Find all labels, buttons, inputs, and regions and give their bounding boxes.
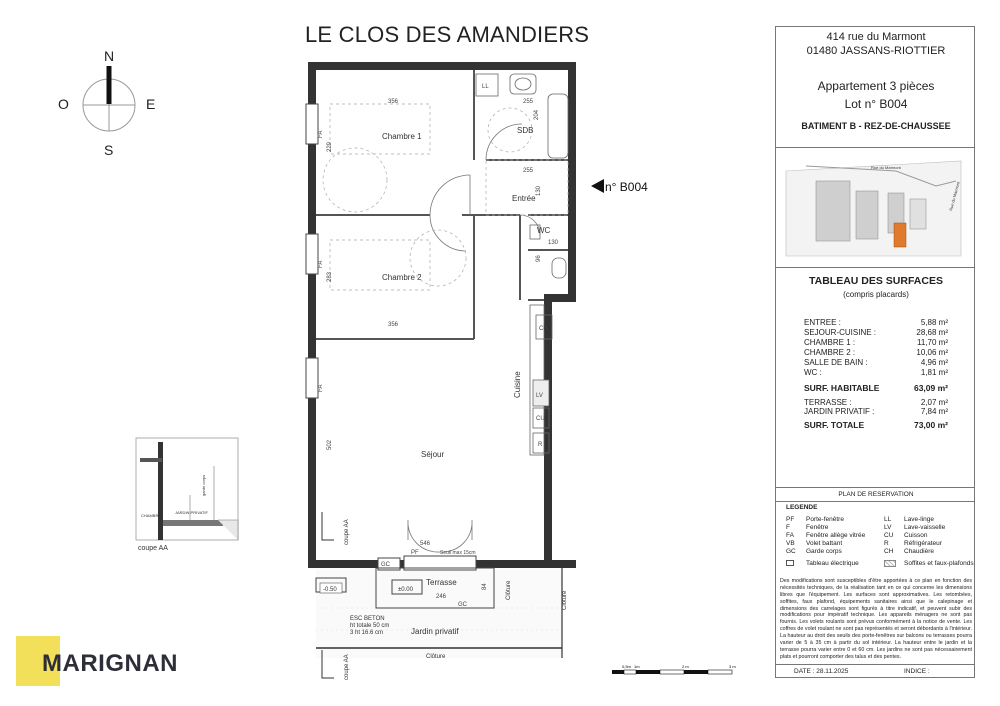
- section-marker: coupe AA: [344, 654, 350, 680]
- legend-code: FA: [786, 532, 794, 539]
- appliance-code: CH: [539, 326, 548, 332]
- appliance-code: LV: [536, 393, 543, 399]
- legend-code: CH: [884, 548, 894, 555]
- surface-row: JARDIN PRIVATIF : 7,84 m²: [804, 407, 948, 416]
- scale-label: 3 m: [729, 664, 736, 669]
- dimension-label: 246: [436, 594, 447, 600]
- compass-west-label: O: [58, 96, 69, 112]
- appliance-code: R: [538, 442, 543, 448]
- room-label-chambre-1: Chambre 1: [382, 132, 422, 141]
- stair-note: ht totale 50 cm: [350, 623, 390, 629]
- railing-code: GC: [381, 562, 390, 568]
- room-label-wc: WC: [537, 226, 551, 235]
- lot-marker-label: n° B004: [605, 180, 648, 194]
- dimension-label: 502: [327, 439, 333, 450]
- room-label-entree: Entrée: [512, 194, 536, 203]
- surfaces-heading: TABLEAU DES SURFACES: [809, 275, 943, 287]
- brand-logo: MARIGNAN: [42, 650, 178, 677]
- surface-total: SURF. TOTALE 73,00 m²: [804, 420, 948, 430]
- surface-row: SALLE DE BAIN : 4,96 m²: [804, 358, 948, 367]
- dimension-label: 204: [534, 109, 540, 120]
- section-label: JARDIN PRIVATIF: [175, 510, 208, 515]
- room-label-terrasse: Terrasse: [426, 578, 457, 587]
- street-label: Rue du Marmont: [948, 181, 961, 212]
- legend-text: Chaudière: [904, 548, 934, 555]
- legend-code: PF: [786, 516, 795, 523]
- surface-row: CHAMBRE 1 : 11,70 m²: [804, 338, 948, 347]
- dimension-label: 130: [536, 185, 542, 196]
- address-line-2: 01480 JASSANS-RIOTTIER: [806, 45, 946, 57]
- stair-note: 3 ht 16.6 cm: [350, 630, 384, 636]
- stair-note: ESC BETON: [350, 616, 385, 622]
- window-marks: [306, 104, 476, 570]
- soffit-hatch-icon: [884, 560, 896, 567]
- plan-date: DATE : 28.11.2025: [794, 668, 849, 675]
- legend-code: R: [884, 540, 889, 547]
- fence-label: Clôture: [562, 590, 568, 610]
- dimension-label: 356: [388, 99, 399, 105]
- sanitary-fixtures: [476, 74, 568, 278]
- appliance-code: CU: [536, 416, 545, 422]
- railing-code: GC: [458, 602, 467, 608]
- legend-code: F: [786, 524, 790, 531]
- dimension-label: 96: [536, 255, 542, 262]
- room-label-jardin: Jardin privatif: [411, 627, 459, 636]
- disclaimer-notes: Des modifications sont susceptibles d'être apportées à ce plan en fonction des nécessités techniques, de la réalisation tant en ce qui concerne les dimensions libres que l'équipement. Les surfaces sont approximatives. Les retombées, soffites, faux plafond, équipements sanitaires ainsi que le calepinage et dimensions des carrelages sont figurés à titre indicatif, et peuvent subir des modifications pour impératif technique. Les appareils ménagers ne sont pas fournis. Les volets roulants sont prévus conformément à la notice de vente. Les coffres de volet roulant ne sont pas représentés et seront débordants à l'intérieur. La hauteur au droit des seuils des porte-fenêtres sur balcons ou terrasses pourra varier de 5 à 35 cm à partir du sol intérieur. La hauteur entre le jardin et la terrasse pourra varier entre 0 et 60 cm. Les jardins ne sont pas nécessairement plats et pourront comporter des talus et des pentes.: [780, 578, 972, 660]
- dimension-label: 84: [482, 583, 488, 590]
- scale-bar: [612, 664, 736, 674]
- surface-row: SEJOUR-CUISINE : 28,68 m²: [804, 328, 948, 337]
- dimension-label: 229: [327, 141, 333, 152]
- legend-text: Porte-fenêtre: [806, 516, 844, 523]
- compass-north-label: N: [104, 48, 115, 64]
- electric-panel-icon: [786, 560, 794, 566]
- legend-code: LV: [884, 524, 892, 531]
- room-label-sejour: Séjour: [421, 450, 445, 459]
- legend-code: LL: [884, 516, 892, 523]
- window-code: PF: [411, 550, 419, 556]
- plan-title: LE CLOS DES AMANDIERS: [305, 22, 590, 47]
- compass-east-label: E: [146, 96, 156, 112]
- street-label: Rue du Marmont: [871, 165, 901, 170]
- threshold-note: Seuil max 15cm: [440, 550, 476, 556]
- legend-code: GC: [786, 548, 796, 555]
- room-label-chambre-2: Chambre 2: [382, 273, 422, 282]
- address-line-1: 414 rue du Marmont: [826, 31, 926, 43]
- section-label: CHAMBRE: [141, 513, 162, 518]
- apartment-type: Appartement 3 pièces: [817, 79, 935, 93]
- appliance-code: LL: [482, 84, 489, 90]
- window-code: FA: [318, 130, 324, 138]
- fence-label: Clôture: [506, 580, 512, 600]
- legend-heading: LEGENDE: [786, 504, 818, 511]
- legend-text: Volet battant: [806, 540, 843, 547]
- legend-text: Fenêtre: [806, 524, 829, 531]
- plan-reservation-title: PLAN DE RESERVATION: [838, 491, 914, 498]
- scale-label: 2 m: [682, 664, 689, 669]
- plan-index: INDICE :: [904, 668, 930, 675]
- surface-row: ENTREE : 5,88 m²: [804, 318, 948, 327]
- site-map: [776, 151, 974, 261]
- legend-text: Garde corps: [806, 548, 842, 555]
- room-label-sdb: SDB: [517, 126, 534, 135]
- surface-habitable: SURF. HABITABLE 63,09 m²: [804, 383, 948, 393]
- compass-rose-icon: [83, 66, 135, 131]
- room-label-cuisine: Cuisine: [513, 371, 522, 398]
- legend-code: VB: [786, 540, 795, 547]
- legend-text: Tableau électrique: [806, 560, 859, 567]
- surface-row: CHAMBRE 2 : 10,06 m²: [804, 348, 948, 357]
- section-label: garde corps: [201, 474, 206, 496]
- dimension-label: 283: [327, 271, 333, 282]
- legend-code: CU: [884, 532, 894, 539]
- lot-marker: [591, 179, 648, 194]
- legend-text: Lave-vaisselle: [904, 524, 946, 531]
- apartment-lot: Lot n° B004: [844, 97, 908, 111]
- surface-row: TERRASSE : 2,07 m²: [804, 398, 948, 407]
- surface-row: WC : 1,81 m²: [804, 368, 948, 377]
- legend-text: Fenêtre allège vitrée: [806, 532, 866, 539]
- window-code: FA: [318, 384, 324, 392]
- dimension-label: 255: [523, 99, 534, 105]
- level-label: ±0.00: [398, 587, 413, 593]
- scale-label: 1m: [634, 664, 640, 669]
- building-level: BATIMENT B - REZ-DE-CHAUSSEE: [801, 121, 951, 131]
- level-label: -0.50: [323, 587, 337, 593]
- dimension-label: 546: [420, 541, 431, 547]
- section-caption: coupe AA: [138, 545, 168, 552]
- section-view: [136, 438, 238, 552]
- section-marker: coupe AA: [344, 519, 350, 545]
- scale-label: 0,5m: [622, 664, 631, 669]
- legend-text: Soffites et faux-plafonds: [904, 560, 974, 567]
- legend-text: Cuisson: [904, 532, 928, 539]
- surfaces-subheading: (compris placards): [843, 290, 909, 299]
- fence-label: Clôture: [426, 654, 446, 660]
- dimension-label: 356: [388, 322, 399, 328]
- legend-text: Réfrigérateur: [904, 540, 942, 547]
- dimension-label: 255: [523, 168, 534, 174]
- window-code: FA: [318, 260, 324, 268]
- legend-text: Lave-linge: [904, 516, 934, 523]
- dimension-label: 130: [548, 240, 559, 246]
- compass-south-label: S: [104, 142, 114, 158]
- info-cartouche: [775, 26, 975, 678]
- interior-partitions: [316, 70, 568, 339]
